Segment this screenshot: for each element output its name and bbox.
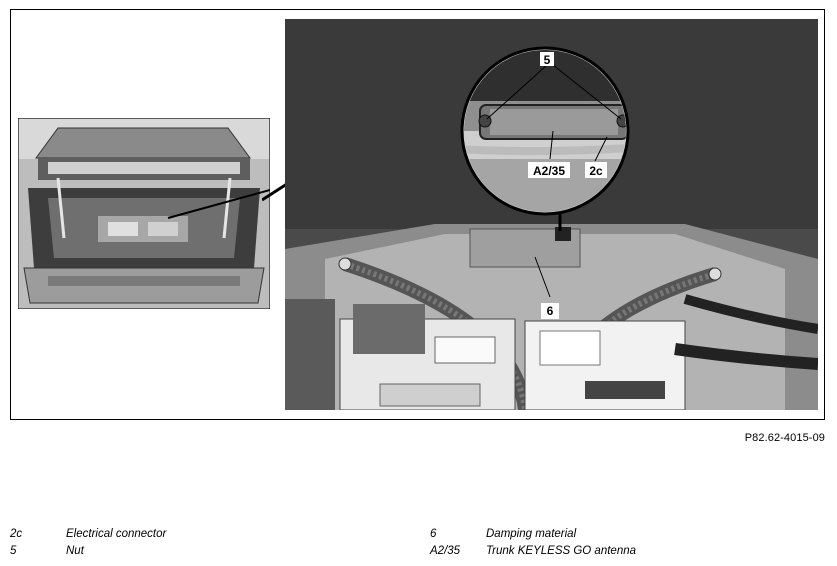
legend-code: A2/35 [430, 545, 461, 557]
figure-reference-code: P82.62-4015-09 [744, 432, 825, 444]
callout-6: 6 [546, 304, 554, 318]
legend-description: Damping material [486, 528, 577, 540]
callout-a2-35: A2/35 [532, 164, 566, 178]
legend-description: Trunk KEYLESS GO antenna [486, 545, 637, 557]
callout-5: 5 [543, 53, 551, 67]
detail-photo [285, 19, 818, 410]
legend-description: Electrical connector [66, 528, 167, 540]
legend-code: 2c [10, 528, 23, 540]
legend-code: 6 [430, 528, 437, 540]
callout-2c: 2c [589, 164, 603, 178]
legend-code: 5 [10, 545, 17, 557]
overview-photo [18, 118, 270, 309]
legend-description: Nut [66, 545, 84, 557]
